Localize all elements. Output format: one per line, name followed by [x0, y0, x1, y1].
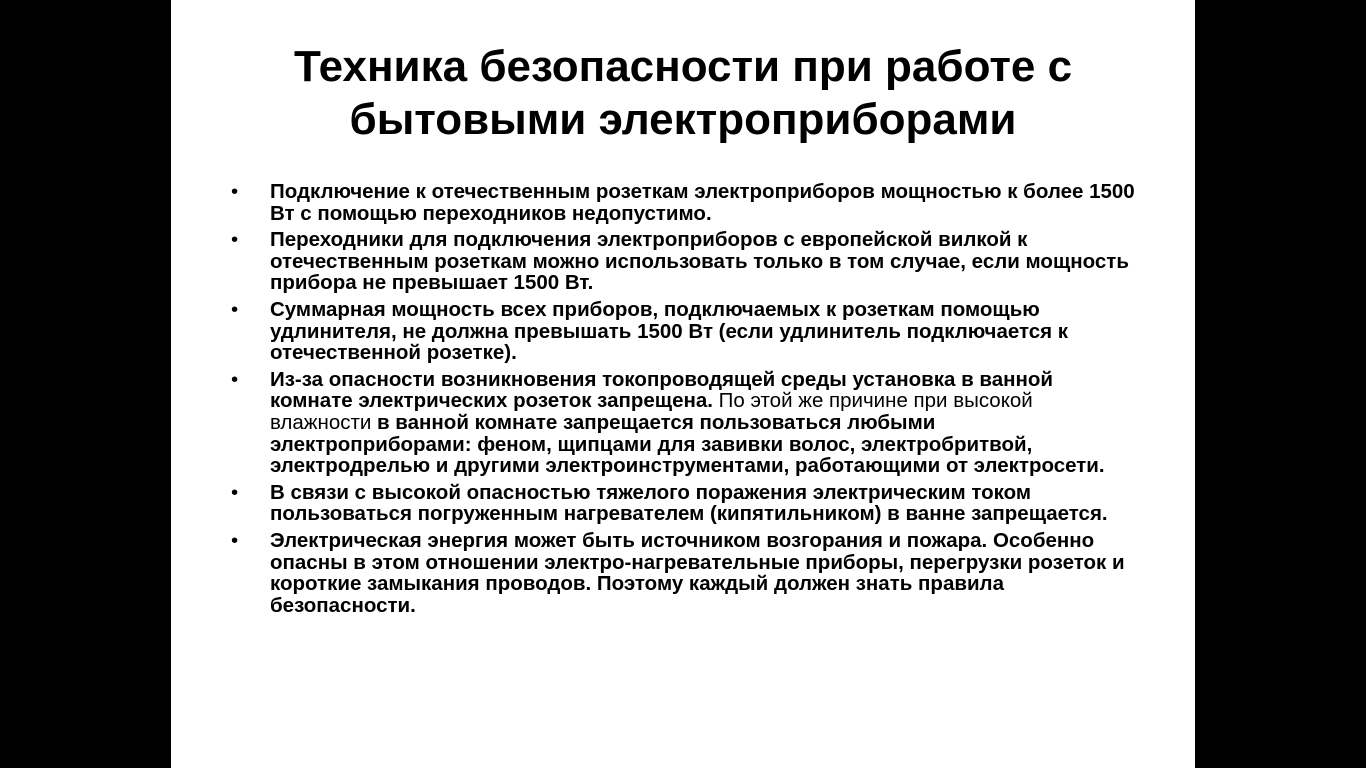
- bullet-text: Суммарная мощность всех приборов, подключаемых к розеткам помощью удлинителя, не должна превышать 1500 Вт (если удлинитель подключается к отечественной розетке).: [270, 297, 1069, 365]
- bullet-item: [227, 299, 1137, 364]
- bullet-text-regular: По этой же причине при высокой влажности: [270, 389, 1033, 434]
- bullet-text: Подключение к отечественным розеткам электроприборов мощностью к более 1500 Вт с помощью переходников недопустимо.: [270, 180, 1135, 225]
- bullet-text: Электрическая энергия может быть источником возгорания и пожара. Особенно опасны в этом отношении электро-нагревательные приборы, перегрузки розеток и короткие замыкания проводов. Поэтому каждый должен знать правила безопасности.: [270, 528, 1125, 617]
- bullet-text-bold: Из-за опасности возникновения токопроводящей среды установка в ванной комнате электрических розеток запрещена.: [270, 367, 1053, 413]
- bullet-item: [227, 181, 1137, 224]
- slide-title-line-2: бытовыми электроприборами: [349, 95, 1017, 144]
- bullet-icon: •: [231, 528, 239, 552]
- slide-title: [171, 40, 1195, 146]
- bullet-icon: •: [231, 480, 239, 504]
- bullet-text: Переходники для подключения электроприборов с европейской вилкой к отечественным розеткам можно использовать только в том случае, если мощность прибора не превышает 1500 Вт.: [270, 228, 1129, 295]
- slide-title-line-1: Техника безопасности при работе с: [293, 42, 1073, 91]
- bullet-text-bold: в ванной комнате запрещается пользоваться любыми электроприборами: феном, щипцами для завивки волос, электробритвой, электродрелью и другими электроинструментами, работающими от электросети.: [270, 410, 1105, 478]
- bullet-icon: •: [231, 367, 239, 391]
- bullet-text: В связи с высокой опасностью тяжелого поражения электрическим током пользоваться погруженным нагревателем (кипятильником) в ванне запрещается.: [270, 480, 1108, 526]
- bullet-icon: •: [231, 297, 239, 321]
- slide: [171, 0, 1195, 768]
- bullet-list: [227, 181, 1137, 621]
- bullet-item: [227, 530, 1137, 616]
- bullet-item: [227, 369, 1137, 477]
- bullet-item: [227, 229, 1137, 294]
- bullet-icon: •: [231, 228, 239, 252]
- bullet-item: [227, 482, 1137, 525]
- bullet-icon: •: [231, 180, 239, 203]
